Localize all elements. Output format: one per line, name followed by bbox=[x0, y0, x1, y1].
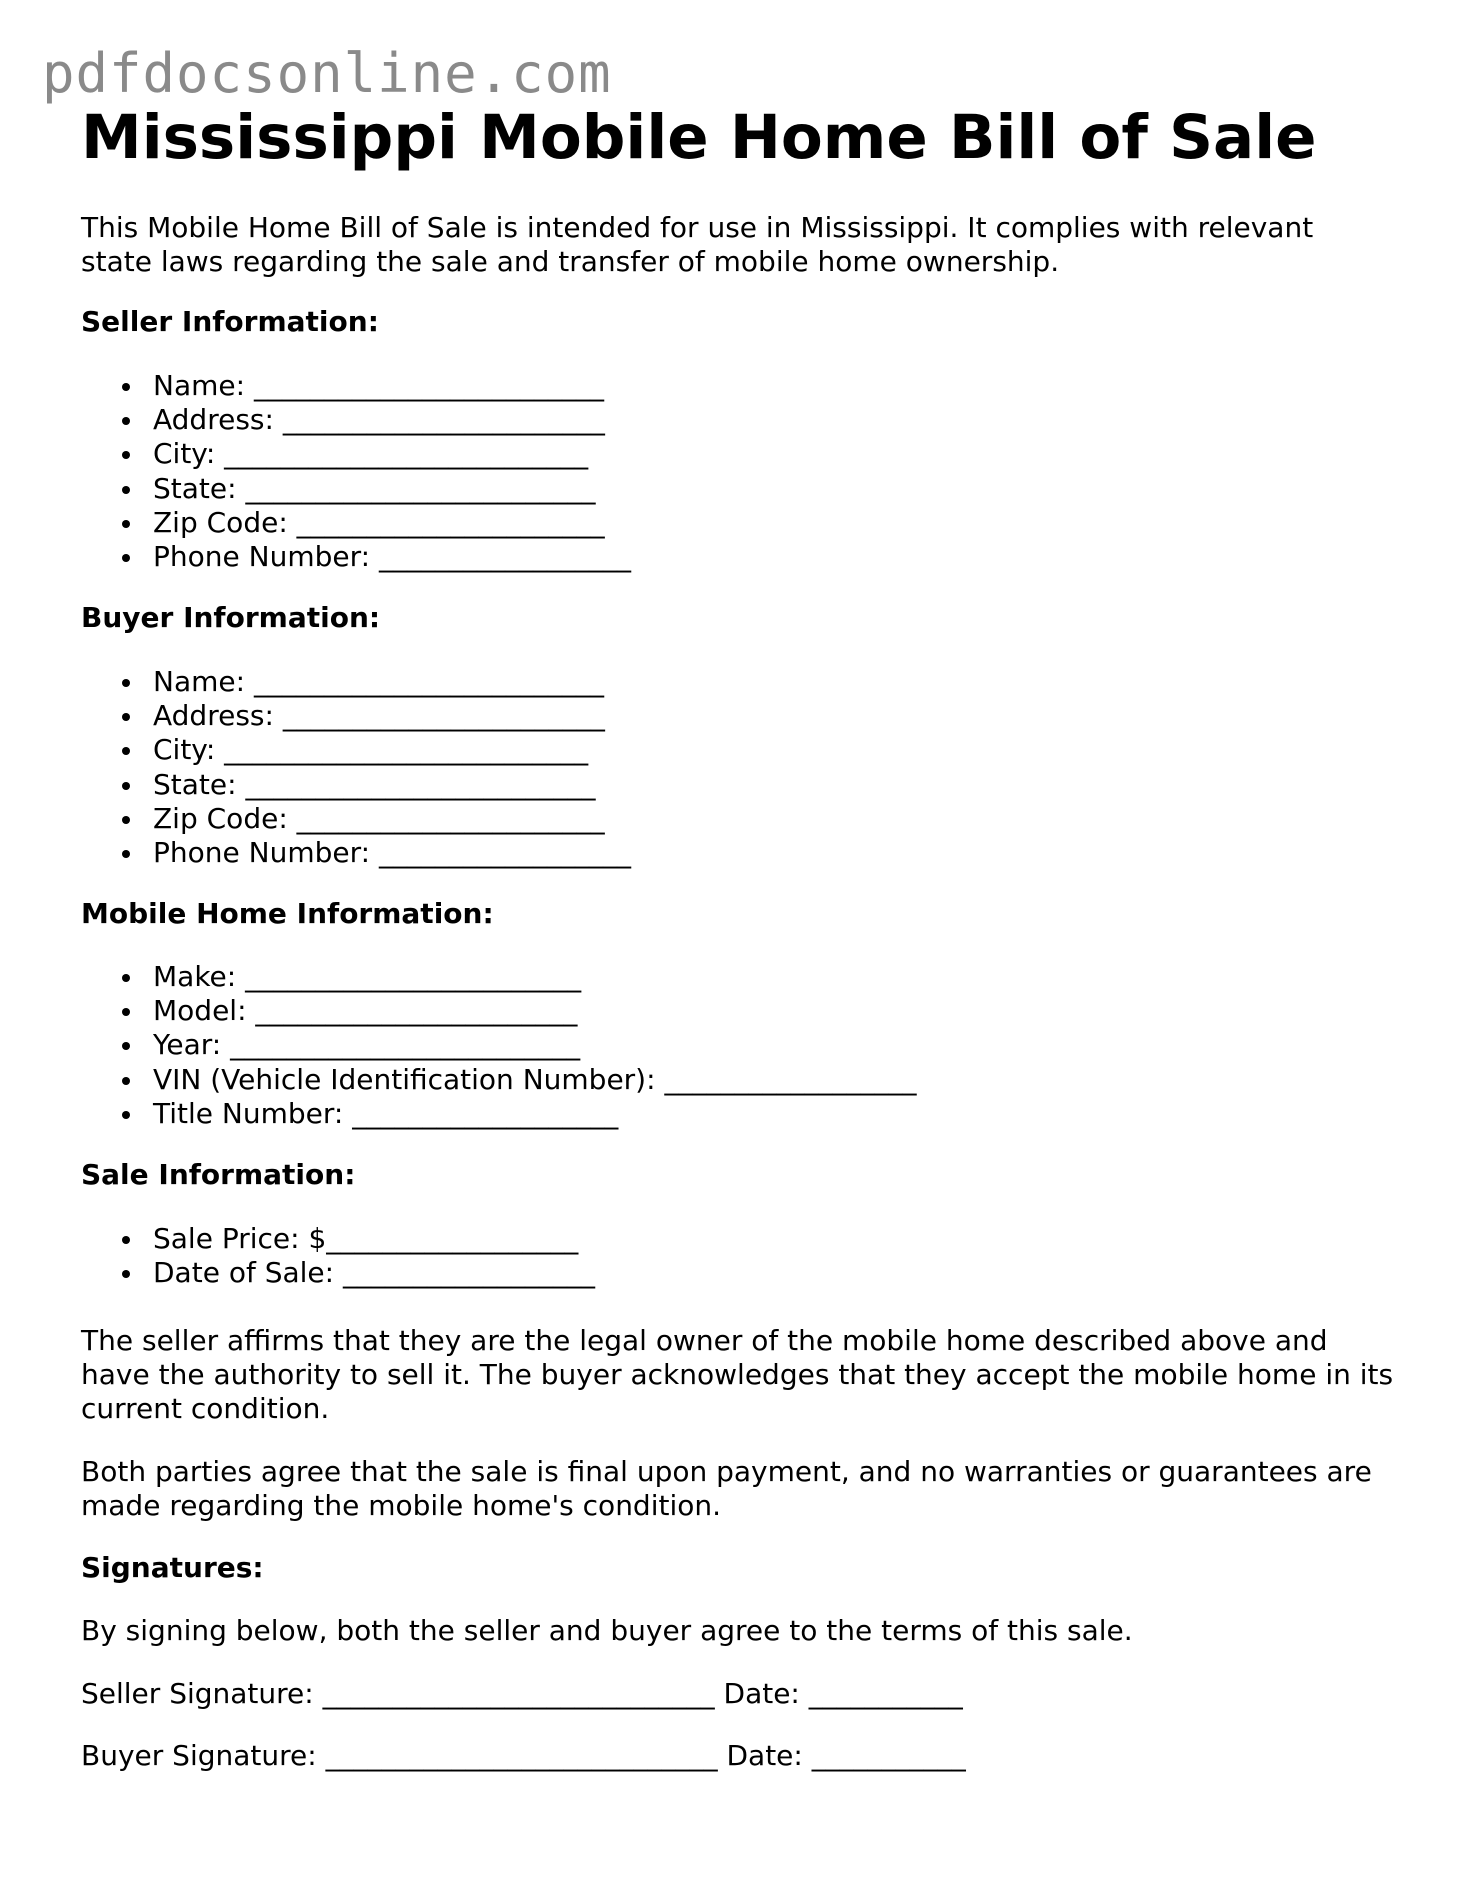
seller-state-field[interactable]: State: _________________________ bbox=[81, 472, 631, 506]
sale-heading: Sale Information: bbox=[81, 1158, 356, 1191]
sale-fields bbox=[81, 1222, 595, 1290]
signatures-statement: By signing below, both the seller and buyer agree to the terms of this sale. bbox=[81, 1614, 1133, 1647]
document-title: Mississippi Mobile Home Bill of Sale bbox=[81, 102, 1317, 173]
watermark: pdfdocsonline.com bbox=[42, 42, 612, 105]
agreement-paragraph: Both parties agree that the sale is final upon payment, and no warranties or guarantees are made regarding the mobile home's condition. bbox=[81, 1455, 1372, 1522]
buyer-fields bbox=[81, 665, 631, 870]
make-field[interactable]: Make: ________________________ bbox=[81, 960, 916, 994]
seller-city-field[interactable]: City: __________________________ bbox=[81, 437, 631, 471]
mobile-home-heading: Mobile Home Information: bbox=[81, 897, 494, 930]
date-of-sale-field[interactable]: Date of Sale: __________________ bbox=[81, 1256, 595, 1290]
seller-zip-field[interactable]: Zip Code: ______________________ bbox=[81, 506, 631, 540]
seller-name-field[interactable]: Name: _________________________ bbox=[81, 369, 631, 403]
seller-address-field[interactable]: Address: _______________________ bbox=[81, 403, 631, 437]
seller-phone-field[interactable]: Phone Number: __________________ bbox=[81, 540, 631, 574]
sale-price-field[interactable]: Sale Price: $__________________ bbox=[81, 1222, 595, 1256]
buyer-zip-field[interactable]: Zip Code: ______________________ bbox=[81, 802, 631, 836]
buyer-phone-field[interactable]: Phone Number: __________________ bbox=[81, 836, 631, 870]
intro-paragraph: This Mobile Home Bill of Sale is intended for use in Mississippi. It complies with relevant state laws regarding the sale and transfer of mobile home ownership. bbox=[81, 211, 1314, 278]
buyer-state-field[interactable]: State: _________________________ bbox=[81, 768, 631, 802]
buyer-name-field[interactable]: Name: _________________________ bbox=[81, 665, 631, 699]
year-field[interactable]: Year: _________________________ bbox=[81, 1028, 916, 1062]
model-field[interactable]: Model: _______________________ bbox=[81, 994, 916, 1028]
title-number-field[interactable]: Title Number: ___________________ bbox=[81, 1097, 916, 1131]
signatures-heading: Signatures: bbox=[81, 1551, 264, 1584]
seller-fields bbox=[81, 369, 631, 574]
buyer-signature-line[interactable]: Buyer Signature: ____________________________ Date: ___________ bbox=[81, 1739, 966, 1772]
vin-field[interactable]: VIN (Vehicle Identification Number): __________________ bbox=[81, 1063, 916, 1097]
buyer-city-field[interactable]: City: __________________________ bbox=[81, 733, 631, 767]
buyer-heading: Buyer Information: bbox=[81, 601, 381, 634]
affirmation-paragraph: The seller affirms that they are the legal owner of the mobile home described above and have the authority to sell it. The buyer acknowledges that they accept the mobile home in its current condition. bbox=[81, 1324, 1394, 1425]
seller-signature-line[interactable]: Seller Signature: ____________________________ Date: ___________ bbox=[81, 1677, 963, 1710]
mobile-home-fields bbox=[81, 960, 916, 1131]
seller-heading: Seller Information: bbox=[81, 305, 379, 338]
buyer-address-field[interactable]: Address: _______________________ bbox=[81, 699, 631, 733]
